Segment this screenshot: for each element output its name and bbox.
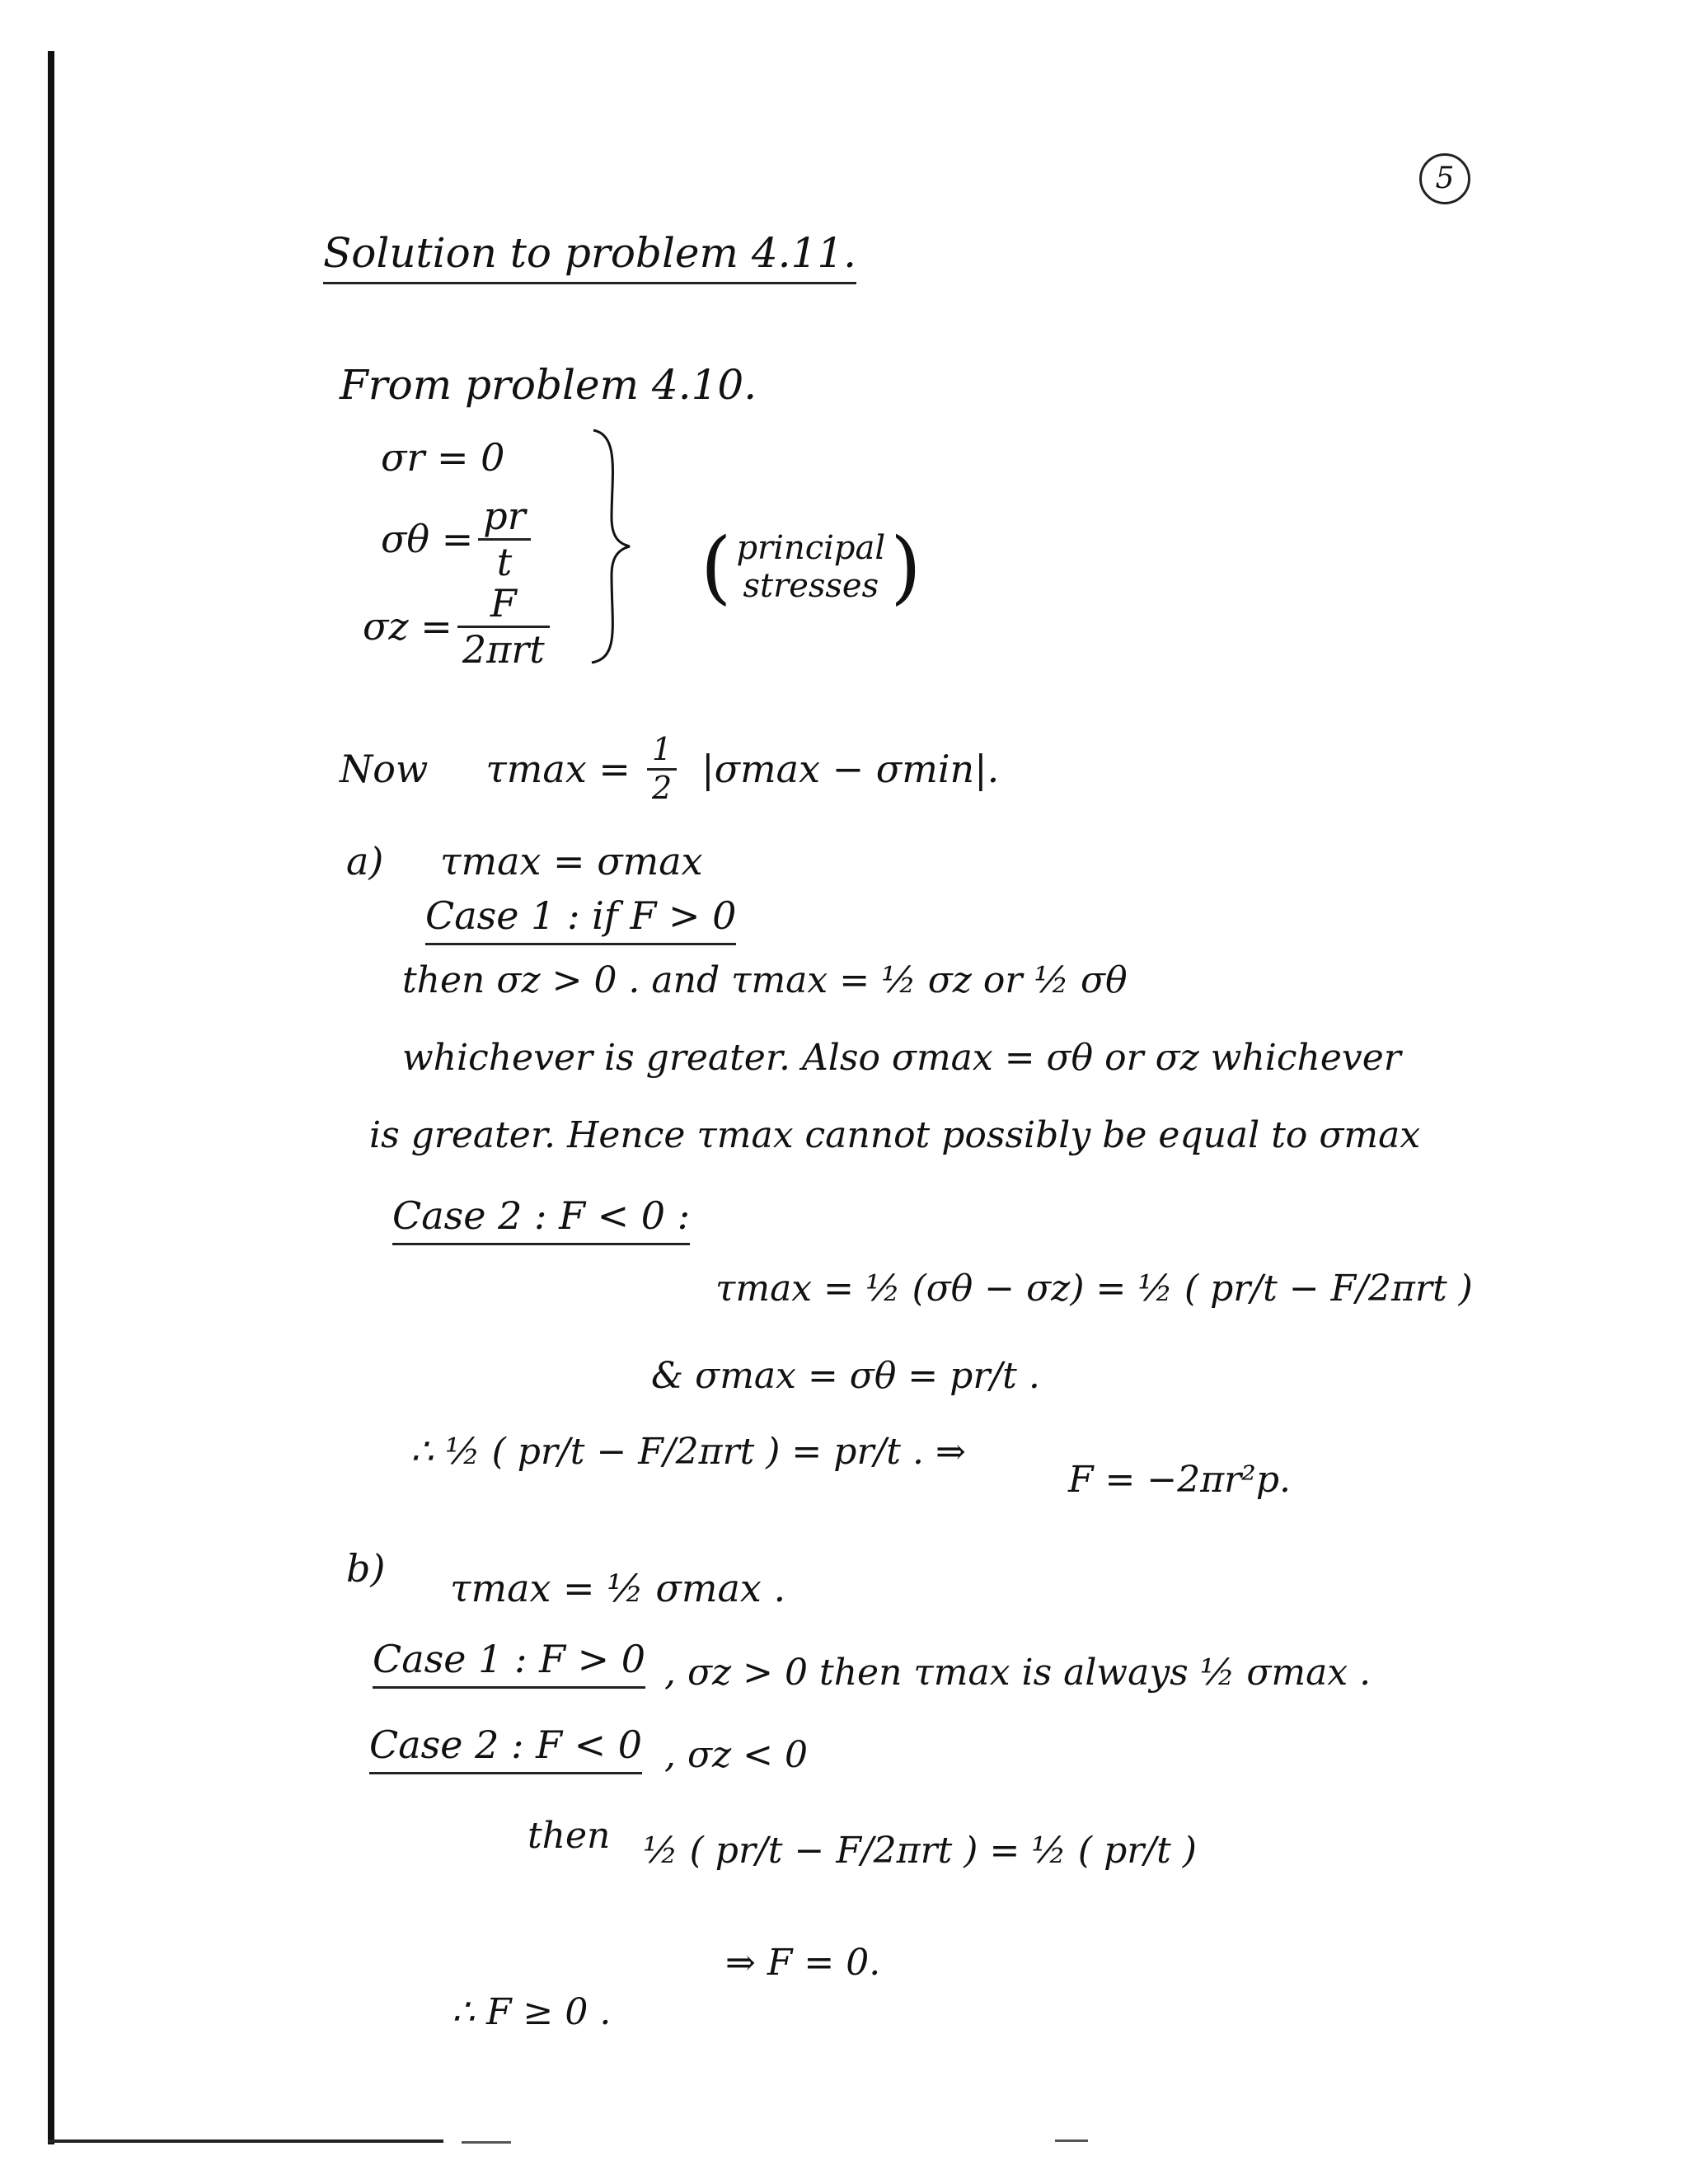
right-brace xyxy=(587,427,636,666)
part-b-label: b) xyxy=(346,1546,386,1591)
sigma-theta-lhs: σθ = xyxy=(381,517,474,562)
note-text xyxy=(731,529,890,605)
now-rhs: |σmax − σmin|. xyxy=(701,747,1000,792)
scan-speck xyxy=(1055,2139,1088,2142)
note-line-1: principal xyxy=(736,529,886,567)
part-b-case1-label-text: Case 1 : F > 0 xyxy=(373,1637,645,1689)
scan-speck xyxy=(462,2141,511,2144)
close-paren: ) xyxy=(890,521,921,613)
note-line-2: stresses xyxy=(743,567,879,605)
sigma-theta-numerator: pr xyxy=(478,494,530,541)
part-b-case1-label xyxy=(373,1637,646,1681)
now-half xyxy=(647,732,677,806)
part-a-case1-label xyxy=(425,893,737,938)
part-a-condition: τmax = σmax xyxy=(440,839,703,883)
part-b-condition: τmax = ½ σmax . xyxy=(450,1566,786,1610)
part-b-then-label: then xyxy=(528,1815,611,1857)
page-number: 5 xyxy=(1419,153,1470,204)
sigma-z-line xyxy=(363,582,555,672)
sigma-z-fraction xyxy=(457,582,550,672)
now-half-denominator: 2 xyxy=(651,769,673,806)
sigma-z-denominator: 2πrt xyxy=(462,626,545,672)
part-a-case1-label-text: Case 1 : if F > 0 xyxy=(425,893,736,945)
now-half-numerator: 1 xyxy=(647,732,677,771)
now-line xyxy=(340,732,999,806)
part-a-label: a) xyxy=(346,839,384,883)
part-b-case2-label xyxy=(369,1722,643,1767)
part-b-case1-text: , σz > 0 then τmax is always ½ σmax . xyxy=(664,1652,1372,1694)
sigma-theta-line xyxy=(381,494,536,584)
sigma-z-lhs: σz = xyxy=(363,604,452,649)
sigma-theta-fraction xyxy=(478,494,530,584)
part-b-case2-text: , σz < 0 xyxy=(664,1734,809,1776)
sigma-r-line: σr = 0 xyxy=(381,435,505,480)
principal-stresses-note xyxy=(701,521,921,613)
part-a-case2-result: F = −2πr²p. xyxy=(1068,1459,1291,1501)
part-a-case2-eq3: ∴ ½ ( pr/t − F/2πrt ) = pr/t . ⇒ xyxy=(410,1431,966,1473)
now-lhs: τmax = xyxy=(485,747,631,792)
sigma-theta-denominator: t xyxy=(496,539,513,584)
part-b-conclusion: ∴ F ≥ 0 . xyxy=(452,1991,612,2033)
part-b-implies: ⇒ F = 0. xyxy=(725,1942,881,1984)
part-a-case2-eq2: & σmax = σθ = pr/t . xyxy=(651,1355,1040,1397)
sigma-z-numerator: F xyxy=(457,582,550,628)
intro-line: From problem 4.10. xyxy=(340,361,757,409)
page-title-text: Solution to problem 4.11. xyxy=(323,229,856,284)
part-a-case2-eq1: τmax = ½ (σθ − σz) = ½ ( pr/t − F/2πrt ) xyxy=(715,1268,1473,1310)
part-b-then-equation: ½ ( pr/t − F/2πrt ) = ½ ( pr/t ) xyxy=(643,1830,1197,1872)
open-paren: ( xyxy=(701,521,732,613)
scan-border-left xyxy=(48,51,54,2144)
now-label: Now xyxy=(340,747,429,792)
page-title xyxy=(323,229,857,277)
part-a-case1-then: then σz > 0 . and τmax = ½ σz or ½ σθ xyxy=(402,959,1128,1001)
part-a-case1-line3: is greater. Hence τmax cannot possibly be equal to σmax xyxy=(369,1114,1421,1156)
scan-border-bottom xyxy=(48,2139,443,2143)
part-a-case2-label xyxy=(392,1193,691,1238)
part-b-case2-label-text: Case 2 : F < 0 xyxy=(369,1722,642,1774)
part-a-case1-line2: whichever is greater. Also σmax = σθ or σz whichever xyxy=(402,1037,1401,1079)
part-a-case2-label-text: Case 2 : F < 0 : xyxy=(392,1193,690,1245)
